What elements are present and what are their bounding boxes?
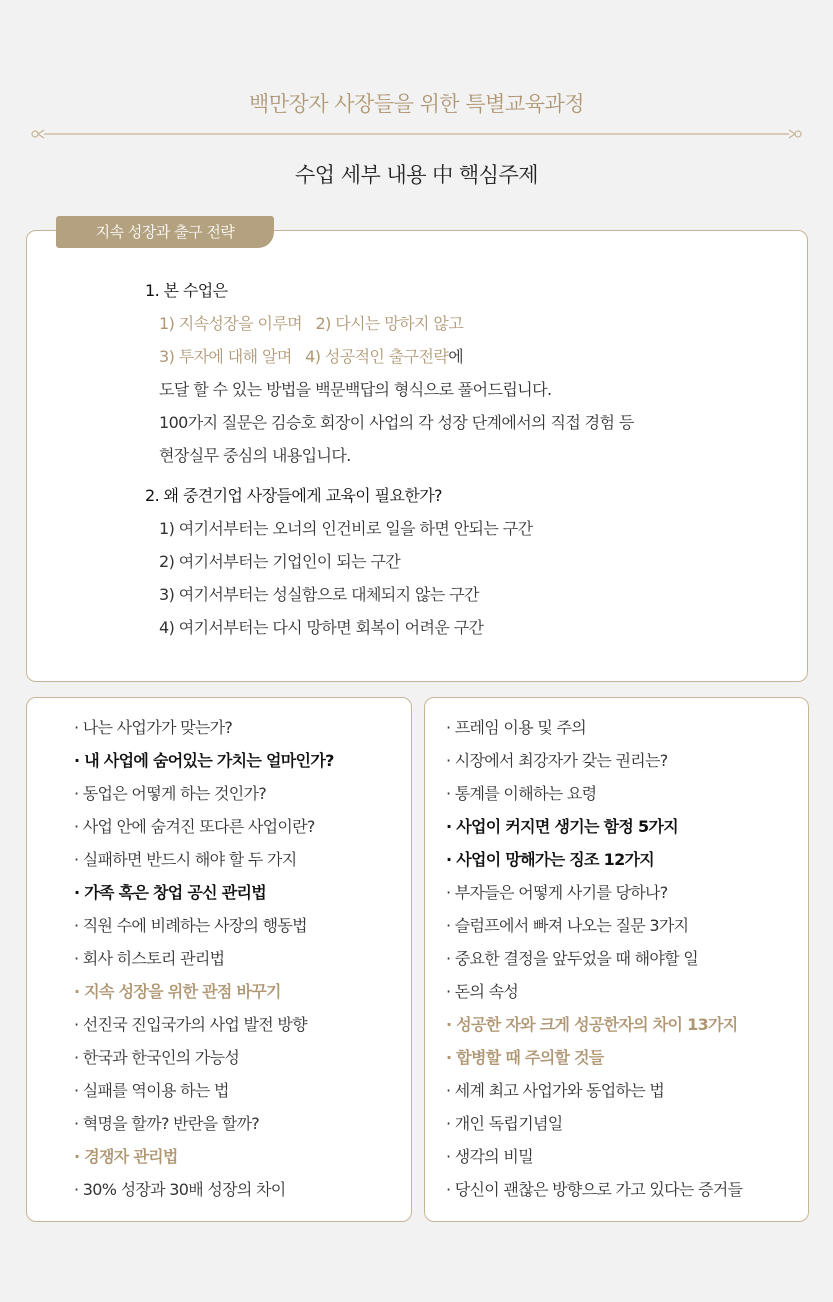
topic-item: · 경쟁자 관리법	[74, 1140, 334, 1173]
topic-item: · 시장에서 최강자가 갖는 권리는?	[446, 744, 742, 777]
ornament-right-icon	[789, 130, 801, 138]
topic-item: · 내 사업에 숨어있는 가치는 얼마인가?	[74, 744, 334, 777]
point2-item: 2) 여기서부터는 기업인이 되는 구간	[159, 552, 401, 571]
point2-item: 1) 여기서부터는 오너의 인건비로 일을 하면 안되는 구간	[159, 519, 533, 538]
point1-heading: 1. 본 수업은	[145, 281, 228, 300]
topic-item: · 회사 히스토리 관리법	[74, 942, 334, 975]
topic-item: · 슬럼프에서 빠져 나오는 질문 3가지	[446, 909, 742, 942]
page-title: 백만장자 사장들을 위한 특별교육과정	[248, 92, 585, 116]
topic-item: · 프레임 이용 및 주의	[446, 711, 742, 744]
topic-item: · 돈의 속성	[446, 975, 742, 1008]
topic-item: · 사업 안에 숨겨진 또다른 사업이란?	[74, 810, 334, 843]
topic-item: · 동업은 어떻게 하는 것인가?	[74, 777, 334, 810]
point1-item4-suffix: 에	[448, 347, 464, 366]
topic-item: · 나는 사업가가 맞는가?	[74, 711, 334, 744]
point1-line1	[145, 307, 785, 340]
point1-item3: 3) 투자에 대해 알며	[159, 347, 292, 366]
point1-item1: 1) 지속성장을 이루며	[159, 314, 303, 333]
point2-item: 4) 여기서부터는 다시 망하면 회복이 어려운 구간	[159, 618, 484, 637]
topic-item: · 합병할 때 주의할 것들	[446, 1041, 742, 1074]
point1-item4: 4) 성공적인 출구전략	[305, 347, 449, 366]
point1-line6: 현장실무 중심의 내용입니다.	[159, 446, 351, 465]
topic-item: · 개인 독립기념일	[446, 1107, 742, 1140]
topic-item: · 중요한 결정을 앞두었을 때 해야할 일	[446, 942, 742, 975]
topic-item: · 지속 성장을 위한 관점 바꾸기	[74, 975, 334, 1008]
ornament-left-icon	[32, 130, 44, 138]
topic-item: · 선진국 진입국가의 사업 발전 방향	[74, 1008, 334, 1041]
topic-item: · 통계를 이해하는 요령	[446, 777, 742, 810]
point2-heading: 2. 왜 중견기업 사장들에게 교육이 필요한가?	[145, 486, 442, 505]
ornament-divider	[30, 127, 803, 141]
topic-item: · 30% 성장과 30배 성장의 차이	[74, 1173, 334, 1206]
section-subtitle: 수업 세부 내용 中 핵심주제	[294, 163, 539, 187]
topic-item: · 사업이 망해가는 징조 12가지	[446, 843, 742, 876]
topic-item: · 생각의 비밀	[446, 1140, 742, 1173]
point1-line2	[145, 340, 785, 373]
point1-item2: 2) 다시는 망하지 않고	[315, 314, 464, 333]
topic-item: · 사업이 커지면 생기는 함정 5가지	[446, 810, 742, 843]
topic-item: · 한국과 한국인의 가능성	[74, 1041, 334, 1074]
point1-line5: 100가지 질문은 김승호 회장이 사업의 각 성장 단계에서의 직접 경험 등	[159, 413, 634, 432]
section-tab: 지속 성장과 출구 전략	[56, 216, 274, 248]
point2-item: 3) 여기서부터는 성실함으로 대체되지 않는 구간	[159, 585, 479, 604]
topics-right-list	[446, 711, 742, 1206]
overview-content	[145, 274, 785, 644]
topic-item: · 실패를 역이용 하는 법	[74, 1074, 334, 1107]
topic-item: · 성공한 자와 크게 성공한자의 차이 13가지	[446, 1008, 742, 1041]
point1-line4: 도달 할 수 있는 방법을 백문백답의 형식으로 풀어드립니다.	[159, 380, 552, 399]
topic-item: · 직원 수에 비례하는 사장의 행동법	[74, 909, 334, 942]
topic-item: · 가족 혹은 창업 공신 관리법	[74, 876, 334, 909]
topic-item: · 세계 최고 사업가와 동업하는 법	[446, 1074, 742, 1107]
topic-item: · 실패하면 반드시 해야 할 두 가지	[74, 843, 334, 876]
topic-item: · 당신이 괜찮은 방향으로 가고 있다는 증거들	[446, 1173, 742, 1206]
topic-item: · 혁명을 할까? 반란을 할까?	[74, 1107, 334, 1140]
topics-left-list	[74, 711, 334, 1206]
topic-item: · 부자들은 어떻게 사기를 당하나?	[446, 876, 742, 909]
